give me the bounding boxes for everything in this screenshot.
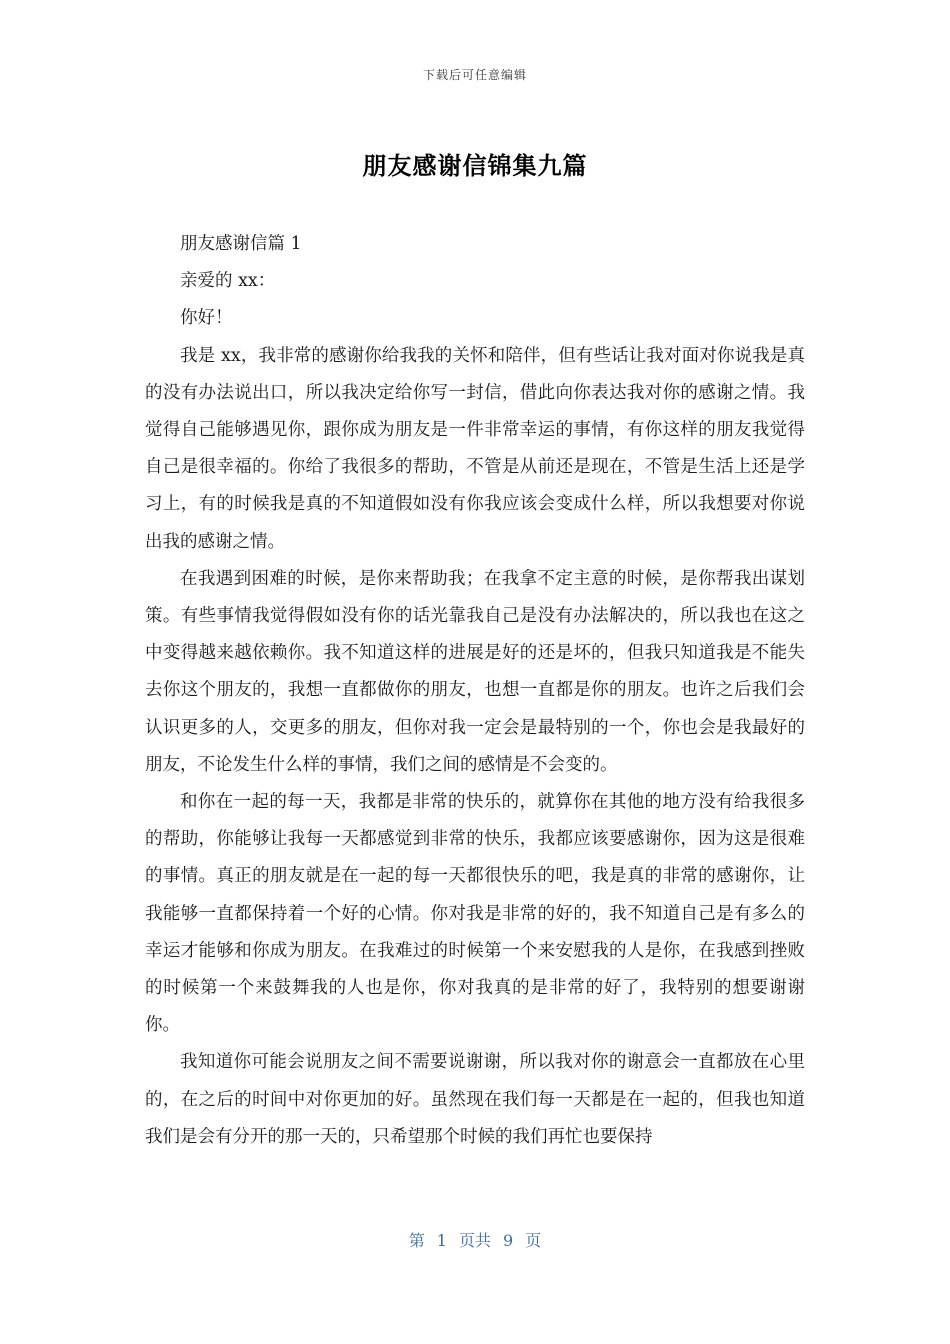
- document-body: [145, 226, 805, 1156]
- page-footer: [0, 1228, 950, 1251]
- body-paragraph: 我知道你可能会说朋友之间不需要说谢谢，所以我对你的谢意会一直都放在心里的，在之后的时间中对你更加的好。虽然现在我们每一天都是在一起的，但我也知道我们是会有分开的那一天的，只希望那个时候的我们再忙也要保持: [145, 1052, 805, 1147]
- footer-label-of: 页共: [458, 1231, 491, 1250]
- document-title: 朋友感谢信锦集九篇: [362, 152, 588, 180]
- footer-label-end: 页: [525, 1231, 542, 1250]
- salutation: 亲爱的 xx：: [180, 271, 276, 292]
- header-note: 下载后可任意编辑: [422, 68, 527, 82]
- section-heading: 朋友感谢信篇 1: [180, 234, 302, 254]
- footer-total-pages: 9: [503, 1231, 514, 1250]
- body-paragraph: 在我遇到困难的时候，是你来帮助我；在我拿不定主意的时候，是你帮我出谋划策。有些事情我觉得假如没有你的话光靠我自己是没有办法解决的，所以我也在这之中变得越来越依赖你。我不知道这样的进展是好的还是坏的，但我只知道我是不能失去你这个朋友的，我想一直都做你的朋友，也想一直都是你的朋友。也许之后我们会认识更多的人，交更多的朋友，但你对我一定会是最特别的一个，你也会是我最好的朋友，不论发生什么样的事情，我们之间的感情是不会变的。: [145, 568, 805, 775]
- footer-label-page: 第: [408, 1231, 425, 1250]
- greeting: 你好！: [180, 308, 233, 329]
- body-paragraph: 我是 xx，我非常的感谢你给我我的关怀和陪伴，但有些话让我对面对你说我是真的没有办法说出口，所以我决定给你写一封信，借此向你表达我对你的感谢之情。我觉得自己能够遇见你，跟你成为朋友是一件非常幸运的事情，有你这样的朋友我觉得自己是很幸福的。你给了我很多的帮助，不管是从前还是现在，不管是生活上还是学习上，有的时候我是真的不知道假如没有你我应该会变成什么样，所以我想要对你说出我的感谢之情。: [145, 345, 805, 552]
- body-paragraph: 和你在一起的每一天，我都是非常的快乐的，就算你在其他的地方没有给我很多的帮助，你能够让我每一天都感觉到非常的快乐，我都应该要感谢你，因为这是很难的事情。真正的朋友就是在一起的每一天都很快乐的吧，我是真的非常的感谢你，让我能够一直都保持着一个好的心情。你对我是非常的好的，我不知道自己是有多么的幸运才能够和你成为朋友。在我难过的时候第一个来安慰我的人是你，在我感到挫败的时候第一个来鼓舞我的人也是你，你对我真的是非常的好了，我特别的想要谢谢你。: [145, 792, 805, 1036]
- footer-current-page: 1: [436, 1231, 447, 1250]
